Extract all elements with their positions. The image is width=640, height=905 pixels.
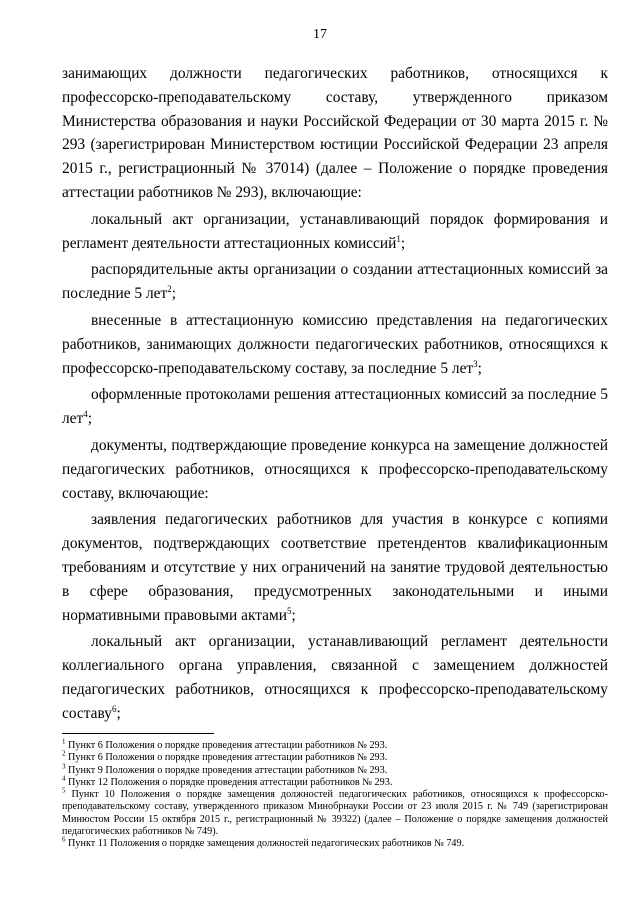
footnote-number: 6	[62, 835, 66, 844]
footnote-text: Пункт 10 Положения о порядке замещения должностей педагогических работников, относящихся к профессорско-преподавательскому составу, утвержденного приказом Минобрнауки России от 23 июля 2015 г. № 749 (зарегистрирован Минюстом России 15 октября 2015 г., регистрационный № 39322) (далее – Положение о порядке замещения должностей педагогических работников № 749).	[62, 789, 608, 838]
footnote	[62, 786, 608, 838]
item-punct: ;	[291, 606, 296, 624]
list-item	[62, 309, 608, 380]
footnote	[62, 774, 608, 789]
footnote-text: Пункт 6 Положения о порядке проведения аттестации работников № 293.	[68, 752, 388, 764]
footnote	[62, 762, 608, 777]
footnote-ref[interactable]: 2	[167, 284, 172, 295]
footnote-number: 3	[62, 762, 66, 771]
footnote-text: Пункт 12 Положения о порядке проведения аттестации работников № 293.	[68, 776, 393, 788]
list-item	[62, 508, 608, 627]
footnote-ref[interactable]: 1	[396, 233, 401, 244]
footnote-number: 4	[62, 774, 66, 783]
item-punct: ;	[477, 359, 482, 377]
footnote-ref[interactable]: 3	[473, 358, 478, 369]
intro-paragraph: занимающих должности педагогических работников, относящихся к профессорско-преподавательскому составу, утвержденного приказом Министерства образования и науки Российской Федерации от 30 марта 2015 г. № 293 (зарегистрирован Министерством юстиции Российской Федерации 23 апреля 2015 г., регистрационный № 37014) (далее – Положение о порядке проведения аттестации работников № 293), включающие:	[62, 65, 608, 201]
footnote-number: 5	[62, 786, 66, 795]
item-text: оформленные протоколами решения аттестационных комиссий за последние 5 лет	[62, 386, 608, 428]
footnote	[62, 749, 608, 764]
footnote	[62, 737, 608, 752]
footnote-text: Пункт 11 Положения о порядке замещения должностей педагогических работников № 749.	[68, 838, 465, 850]
item-punct: ;	[87, 410, 93, 428]
item-punct: ;	[116, 704, 121, 722]
item-punct: ;	[400, 234, 406, 252]
footnotes	[62, 737, 608, 851]
list-item	[62, 258, 608, 306]
item-text: заявления педагогических работников для участия в конкурсе с копиями документов, подтверждающих соответствие претендентов квалификационным требованиям и отсутствие у них ограничений на занятие трудовой деятельностью в сфере образования, предусмотренных законодательными и иными нормативными правовыми актами	[62, 511, 608, 624]
list-item	[62, 208, 608, 256]
item-text: локальный акт организации, устанавливающий порядок формирования и регламент деятельности аттестационных комиссий	[62, 210, 608, 252]
item-text: документы, подтверждающие проведение конкурса на замещение должностей педагогических работников, относящихся к профессорско-преподавательскому составу, включающие:	[62, 436, 608, 502]
footnote-ref[interactable]: 6	[111, 703, 117, 714]
footnote-separator	[62, 733, 214, 734]
item-punct: ;	[171, 285, 176, 303]
footnote-text: Пункт 6 Положения о порядке проведения аттестации работников № 293.	[68, 740, 388, 751]
list-item	[62, 434, 608, 505]
page-number: 17	[313, 27, 327, 42]
item-text: внесенные в аттестационную комиссию представления на педагогических работников, занимающих должности педагогических работников, относящихся к профессорско-преподавательскому составу, за последние 5 лет	[62, 311, 608, 377]
list-item	[62, 383, 608, 431]
item-text: локальный акт организации, устанавливающий регламент деятельности коллегиального органа управления, связанной с замещением должностей педагогических работников, относящихся к профессорско-преподавательскому составу	[62, 633, 608, 722]
list-item	[62, 630, 608, 725]
item-text: распорядительные акты организации о создании аттестационных комиссий за последние 5 лет	[62, 261, 608, 303]
document-body	[62, 62, 608, 726]
footnote-text: Пункт 9 Положения о порядке проведения аттестации работников № 293.	[68, 764, 388, 776]
footnote-number: 2	[62, 749, 66, 758]
footnote-ref[interactable]: 4	[83, 409, 88, 420]
footnote-number: 1	[62, 737, 66, 746]
footnote-ref[interactable]: 5	[286, 605, 292, 616]
footnote	[62, 835, 608, 850]
